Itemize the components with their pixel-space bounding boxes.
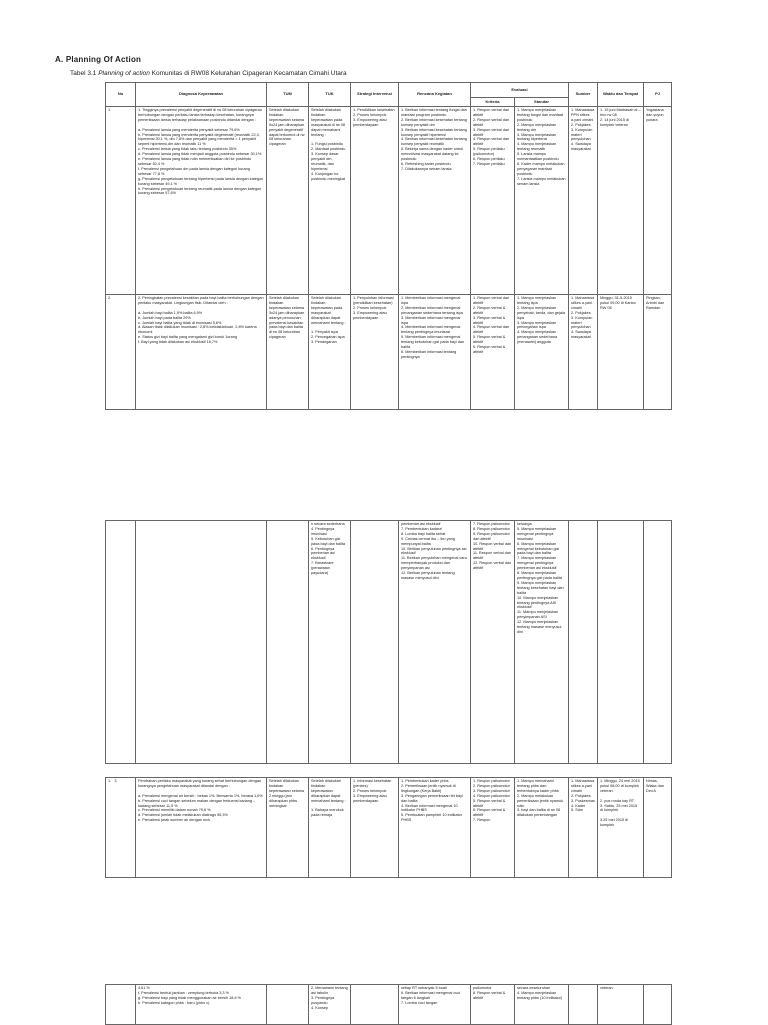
cell-no — [106, 521, 136, 764]
header-sumber: Sumber — [569, 83, 598, 107]
cell-kriteria: 7. Respon psikomotor 8. Respon psikomotor 9. Respon psikomotor dan afektif 10. Respon verbal dan afektif 11. Respon verbal dan afektif 12. Respon verbal dan afektif — [471, 521, 515, 764]
header-row — [106, 83, 672, 98]
cell-waktu: 1. Minggu, 24 mei 2015 pukul 08.00 di komplek veteran 2. pos ronda kay RT 3. Sabtu, 25 mei 2015 di komplek 3.25 mei 2015 di komplek — [598, 778, 644, 878]
cell-no: 2. — [106, 295, 136, 410]
cell-tum: Setelah dilakukan tindakan keperawatan selama 5x24 jam diharapkan penyakit degeneratif dapat terkontrol di rw 08 kelurahan cipageran — [267, 107, 309, 295]
cell-rencana: setiap RT sebanyak 5 buah 6. Berikan informasi mengenai cuci tangan 6 langkah 7. Lomba cuci tangan — [399, 985, 471, 1025]
cell-no — [106, 778, 136, 878]
header-pj: PJ — [644, 83, 672, 107]
cell-rencana: 1. Memberikan informasi mengenai ispa 2. Memberikan informasi mengenai penanganan sederhana tentang ispa 3. Memberikan informasi mengenai ispa 4. Memberikan informasi mengenai tentang pentingnya imunisasi 5. Memberikan informasi mengenai tentang kebutuhan gizi pada bayi dan balita 6. Memberikan informasi tentang pentingnya — [399, 295, 471, 410]
header-no: No — [106, 83, 136, 107]
cell-kriteria: psikomotor 8. Respon verbal & afektif — [471, 985, 515, 1025]
cell-standar: secara keseluruhan 4. Mampu menjelaskan tentang phbs (10 indikator) — [515, 985, 569, 1025]
cell-pj: Pingkan, Arimbi dan Ramdan — [644, 295, 672, 410]
cell-tuk: n secara sederhana 4. Pentingnya imunisasi 5. Kebutuhan gizi pada bayi dan balita 6. Pentingnya pemberian asi eksklusif 7. Breastcare (perawatan payudara) — [309, 521, 351, 764]
header-kriteria: Kriteria — [471, 98, 515, 107]
cell-tum — [267, 521, 309, 764]
header-strategi: Strategi Intervensi — [351, 83, 399, 107]
cell-standar: 1. Mampu menjelaskan tentang fungsi dan manfaat posbindu 2. Mampu menjelaskan tentang dm 3. Mampu menjelaskan tentang hipertensi 4. Mampu menjelaskan tentang reumatik 5. Lansia mampu memanfaatkan posbindu 6. Kader mampu melakukan penyegaran manfaat posbindu 7. Lansia mampu melakukan senam lansia — [515, 107, 569, 295]
cell-standar: 1. Mampu menjelaskan tentang ispa 2. Mampu menjelaskan penyebab, tanda, dan gejala ispa 3. Mampu menjelaskan pencegahan ispa 4. Mampu menjelaskan penanganan sederhana (menawari) anggota — [515, 295, 569, 410]
header-rencana: Rencana Kegiatan — [399, 83, 471, 107]
caption-italic: Planning of action — [98, 70, 150, 77]
header-waktu: Waktu dan Tempat — [598, 83, 644, 107]
cell-tuk: Setelah dilakukan tindakan keperawatan diharapkan dapat memahami tentang : 1. Bahaya merokok pada remaja — [309, 778, 351, 878]
cell-rencana: 1. Berikan informasi tentang fungsi dan manfaat program posbindu 2. Berikan informasi kesehatan tentang konsep penyakit dm 3. Berikan informasi kesehatan tentang konsep penyakit hipertensi 4. Berikan informasi kesehatan tentang konsep penyakit reumatik 5. Bekerja sama dengan kader untuk memotivasi masyarakat datang ke posbindu 6. Refreshing kader posbindu 7. Dilakukannya senam lansia — [399, 107, 471, 295]
row-sub-number: 3. — [114, 779, 118, 783]
planning-table-row3 — [105, 777, 672, 878]
planning-table-row4 — [105, 984, 672, 1025]
cell-standar: 1. Mampu memahami tentang phbs dan terbentuknya kader phbs 2. Mampu melakukan pemeriksaan jentik nyamuk rutin 3. bayi dan balita di rw 08 dilakukan penimbangan — [515, 778, 569, 878]
table-caption — [70, 70, 347, 77]
cell-tum — [267, 985, 309, 1025]
cell-diagnosa: 1. Tingginya prevalensi penyakit degeneratif di rw 08 kelurahan cipageran berhubungan dengan perilaku lansia terhadap kesehatan, kurangnya pemeriksaan lansia terhadap pelaksanaan posbindu ditandai dengan : a. Prevalensi lansia yang menderita penyakit sebesar 79,6% b. Prevalensi lansia yang menderita penyakit degeneratif (reumatik 22,3, hipertensi 30,1 %, dm 7,8% dan penyakit yang menderita > 1 penyakit seperti hipertensi,dm dan reumatik 11 % c. Prevalensi lansia yang tidak tahu tentang posbindu 35% d. Prevalensi lansia yang tidak menjadi anggota posbindu sebesar 30,1% e. Prevalensi lansia yang tidak rutin memeriksakan diri ke posbindu sebesar 52,4 % f. Prevalensi pengetahuan dm pada lansia dengan kategori kurang sebesar 77,8 % g. Prevalensi pengetahuan tentang hipertensi pada lansia dengan kategori kurang sebesar 49,1 % h. Prevalensi pengetahuan tentang reumatik pada lansia dengan kategori kurang sebesar 57,6% — [136, 107, 267, 295]
cell-waktu: 1. 15 juni Madrasah al – hiro rw 08 2. 14 juni 2015 di komplek veteran — [598, 107, 644, 295]
cell-diagnosa: Perubahan perilaku masyarakat yang kurang sehat berhubungan dengan kurangnya pengetahuan masyarakat ditandai dengan : a. Prevalensi mengenai air bersih : bebas 1%, Berwarna 1%, berasa 1,6% b. Prevalensi cuci tangan sebelum makan dengan frekuensi kadang – kadang sebesar 11,5 % c. Prevalensi memiliki dalam rumah 79,6 % d. Prevalensi jumlah tidak melakukan dialirago 56,3% e. Prevalensi jarak sumber air dengan mck — [136, 778, 267, 878]
planning-table-continued — [105, 520, 672, 764]
cell-strategi — [351, 985, 399, 1025]
cell-sumber — [569, 985, 598, 1025]
cell-rencana: 1. Pembentukan kader phbs 2. Pemeriksaan jentik nyamuk di lingkungan (Kerja Bakti) 3. Pengaringan pemeriksaan tbt bayi dan balita 4. Berikan informasi mengenai 10 indikator PHBS 5. Pembuatan pamphlet 10 indikator PHBS — [399, 778, 471, 878]
cell-rencana: pemberian asi eksklusif 7. Pembentukan kadarzi 8. Lomba bayi balita sehat 9. Cerdas cermat ibu – ibu yang mempunyai balita 10. Berikan penyuluhan pentingnya asi eksklusif 11. Berikan penyuluhan mengenai cara memperbanyak produksi dan penyimpanan asi 12. Berikan penyuluhan tentang masase menyusui dini — [399, 521, 471, 764]
cell-strategi — [351, 521, 399, 764]
cell-no — [106, 985, 136, 1025]
cell-strategi: 1. Penyuluhan informasi (pendidikan kesehatan) 2. Proses kelompok 3. Empowering atau pemberdayaan — [351, 295, 399, 410]
cell-tuk: Setelah dilakukan tindakan keperawatan pada masyarakat diharapkan dapat memahami tentang : 1. Penyakit ispa 2. Pencegahan ispa 3. Penanganan — [309, 295, 351, 410]
caption-suffix: Komunitas di RW08 Kelurahan Cipageran Kecamatan Cimahi Utara — [149, 70, 347, 77]
header-tum: TUM — [267, 83, 309, 107]
header-tuk: TUK — [309, 83, 351, 107]
cell-kriteria: 1. Respon psikomotor 2. Respon psikomotor 3. Respon psikomotor 4. Respon psikomotor 5. Respon verbal & afektif 6. Respon verbal & afektif 7. Respon — [471, 778, 515, 878]
cell-sumber — [569, 521, 598, 764]
cell-tuk: Setelah dilakukan tindakan keperawatan pada masyarakat di rw 08 dapat memahami tentang : 1. Fungsi posbindu 2. Manfaat posbindu 3. Konsep dasar penyakit dm, reumatik, dan hipertensi 4. Kunjungan ke posbindu meningkat — [309, 107, 351, 295]
row-number: 1. — [108, 779, 112, 783]
table-row — [106, 985, 672, 1025]
header-diagnosa: Diagnosa Keperawatan — [136, 83, 267, 107]
cell-diagnosa: 4,61 % f. Prevalensi bentuk jamban : cemplung terbuka 3,3 % g. Prevalensi bayi yang tidak menggunakan air bersih 18,6 % h. Prevalensi kategori phbs : baru (phbs v) — [136, 985, 267, 1025]
cell-waktu — [598, 521, 644, 764]
cell-no: 1. — [106, 107, 136, 295]
table-row — [106, 521, 672, 764]
cell-strategi: 1. Pendidikan kesehatan 2. Proses kelompok 3. Empowering atau pemberdayaan — [351, 107, 399, 295]
cell-tum: Setelah dilakukan tindakan keperawatan selama 2 minggu jam diharapkan phbs meningkat — [267, 778, 309, 878]
header-evaluasi: Evaluasi — [471, 83, 569, 98]
cell-tum: Setelah dilakukan tindakan keperawatan selama 3x24 jam diharapkan adanya penurunan prevalensi kesakitan pada bayi dan balita di rw 08 kelurahan cipageran — [267, 295, 309, 410]
cell-waktu: veteran — [598, 985, 644, 1025]
cell-kriteria: 1. Respon verbal dan afektif 2. Respon verbal & afektif 3. Respon verbal & afektif 4. Respon verbal dan afektif 5. Respon verbal & afektif 6. Respon verbal & afektif — [471, 295, 515, 410]
cell-sumber: 1. Mahasiswa stikes a.yani cimahi 2. Pokjakes 3. Puskesmas 4. Kader 5. Sdm — [569, 778, 598, 878]
section-heading: A. Planning Of Action — [55, 55, 142, 64]
cell-pj: Nimas, Wiaka dan Dini A — [644, 778, 672, 878]
cell-sumber: 1. Mahasiswa stikes a.yani cimahi 2. Pokjakes 3. Kumpulan materi penyuluhan 4. Swadaya masyarakat — [569, 295, 598, 410]
caption-prefix: Tabel 3.1 — [70, 70, 99, 77]
header-standar: Standar — [515, 98, 569, 107]
cell-waktu: Minggu, 31-5-2015 pukul 09.00 di Kantor RW 08 — [598, 295, 644, 410]
cell-pj: Yogaslana dan yuyun yunara — [644, 107, 672, 295]
table-row — [106, 107, 672, 295]
cell-pj — [644, 521, 672, 764]
cell-diagnosa — [136, 521, 267, 764]
table-row — [106, 778, 672, 878]
cell-tuk: 2. Memahami tentang asi tabulin 3. Pentingnya posyandu 4. Konsep — [309, 985, 351, 1025]
cell-pj — [644, 985, 672, 1025]
table-row — [106, 295, 672, 410]
cell-standar: keluarga 5. Mampu menjelaskan mengenai pentingnya imunisasi 6. Mampu menjelaskan mengenai kebutuhan gizi pada bayi dan balita 7. Mampu menjelaskan mengenai pentingnya pemberian asi eksklusif 8. Mampu menjelaskan pentingnya gizi pada balita 9. Mampu menjelaskan tentang kesehatan bayi dan balita 10. Mampu menjelaskan tentang pentingnya ASI eksklusif 11. Mampu menjelaskan penyimpanan ASI 12. Mampu menjelaskan tentang masase menyusui dini — [515, 521, 569, 764]
planning-table — [105, 82, 672, 410]
cell-kriteria: 1. Respon verbal dan afektif 2. Respon verbal dan afektif 3. Respon verbal dan afektif 4. Respon verbal dan afektif 5. Respon perilaku (psikomotor) 6. Respon perilaku 7. Respon perilaku — [471, 107, 515, 295]
cell-strategi: 1. Informasi kesehatan (penkes) 2. Proses kelompok 3. Empowering atau pemberdayaan — [351, 778, 399, 878]
cell-sumber: 1. Mahasiswa PPN stikes a.yani cimahi 2. Pokjakes 3. Kumpulan materi penyuluhan 4. Swadaya masyarakat — [569, 107, 598, 295]
cell-diagnosa: 2. Peningkatan prevalensi kesakitan pada bayi balita berhubungan dengan perilaku masyarakat. Lingkungan fisik. Ditandai oleh : a. Jumlah bayi balita 1,9% balita 6,9% b. Jumlah bayi pada balita 29% c. Jumlah bayi balita yang tidak di imunisasi 5,6% d. Alasan tidak dilakukan imunisasi : 2,8% ketidaktahuan, 2,8% karena ekonomi e. Status gizi bayi balita yang mengalami gizi buruk 1orang f. Bayi yang tidak dilakukan asi eksklusif 16,7% — [136, 295, 267, 410]
